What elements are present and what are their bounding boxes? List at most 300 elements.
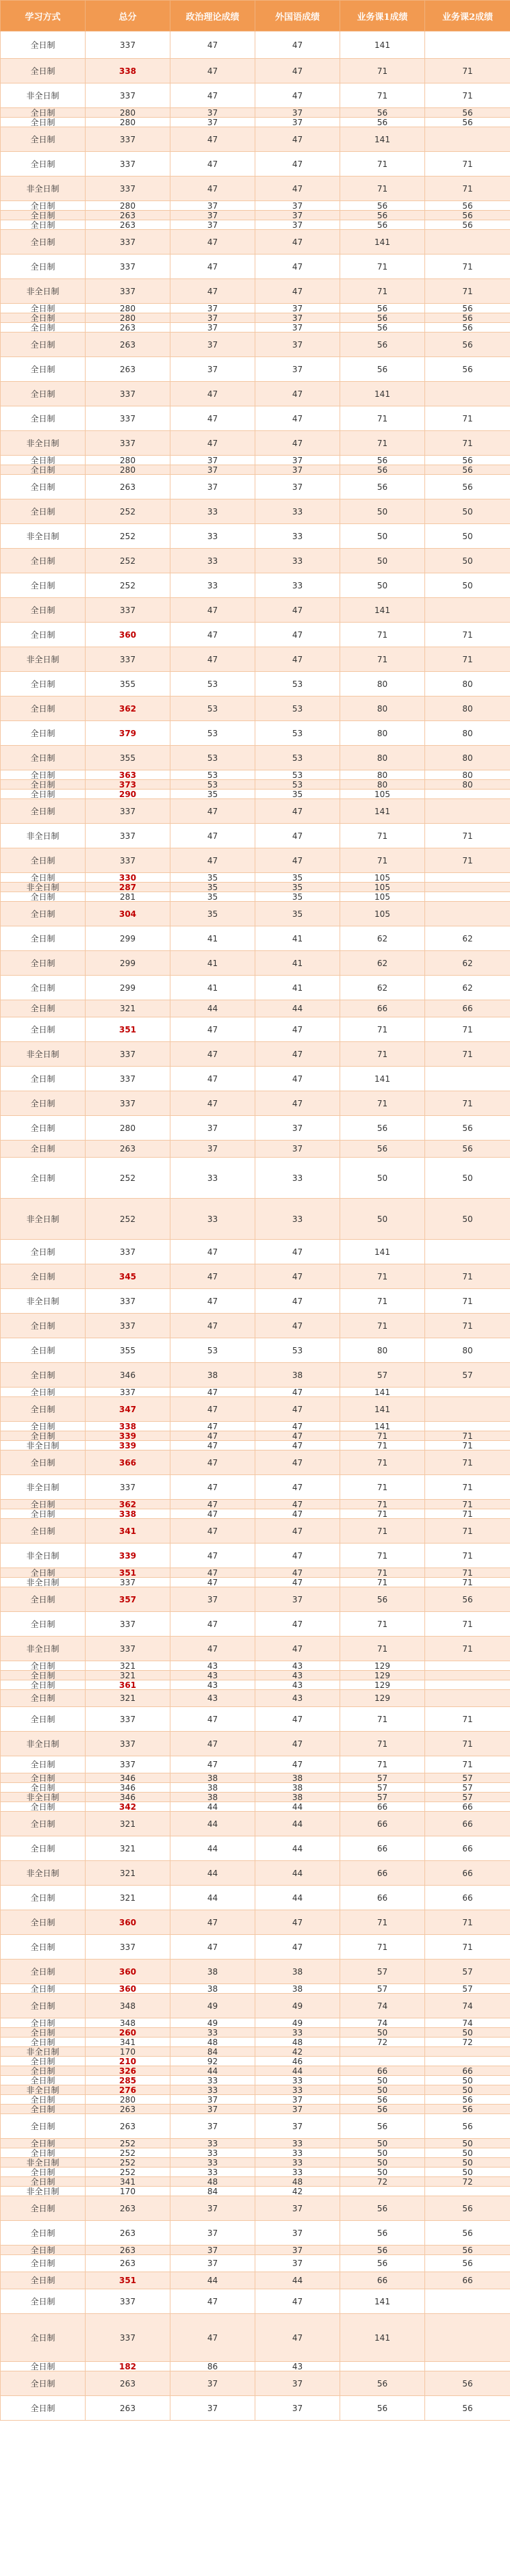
total-score-cell: 321 [86,1671,170,1680]
politics-score-cell: 53 [170,746,255,770]
table-row [1,1158,510,1199]
study-mode-cell: 非全日制 [1,2085,86,2095]
total-score-cell: 355 [86,672,170,697]
politics-score-cell: 37 [170,465,255,475]
subject1-score-cell [340,2187,425,2196]
subject2-score-cell [425,1661,510,1671]
subject1-score-cell: 74 [340,1994,425,2018]
subject1-score-cell: 105 [340,883,425,892]
subject2-score-cell: 56 [425,2105,510,2114]
politics-score-cell: 38 [170,1773,255,1783]
foreign-language-score-cell: 47 [255,1578,340,1587]
foreign-language-score-cell: 47 [255,83,340,108]
total-score-cell: 337 [86,1067,170,1091]
table-row [1,333,510,357]
foreign-language-score-cell: 47 [255,1441,340,1450]
study-mode-cell: 全日制 [1,255,86,279]
politics-score-cell: 35 [170,902,255,926]
foreign-language-score-cell: 47 [255,1388,340,1397]
table-row [1,465,510,475]
table-row [1,697,510,721]
subject1-score-cell: 66 [340,1802,425,1812]
politics-score-cell: 47 [170,1388,255,1397]
subject2-score-cell: 57 [425,1793,510,1802]
study-mode-cell: 全日制 [1,2076,86,2085]
foreign-language-score-cell: 47 [255,406,340,431]
politics-score-cell: 37 [170,2095,255,2105]
subject1-score-cell: 71 [340,1519,425,1544]
total-score-cell: 337 [86,1707,170,1732]
table-row [1,2396,510,2421]
total-score-cell: 321 [86,1690,170,1707]
politics-score-cell: 49 [170,1994,255,2018]
foreign-language-score-cell: 47 [255,1568,340,1578]
foreign-language-score-cell: 47 [255,1509,340,1519]
subject1-score-cell: 72 [340,2177,425,2187]
table-row [1,220,510,230]
table-row [1,118,510,127]
total-score-cell: 337 [86,1732,170,1756]
table-row [1,883,510,892]
table-row [1,1886,510,1910]
total-score-cell: 280 [86,2095,170,2105]
study-mode-cell: 全日制 [1,1158,86,1199]
table-row [1,549,510,573]
foreign-language-score-cell: 47 [255,598,340,623]
politics-score-cell: 37 [170,456,255,465]
foreign-language-score-cell: 33 [255,2168,340,2177]
subject2-score-cell: 66 [425,2066,510,2076]
subject2-score-cell: 66 [425,1836,510,1861]
study-mode-cell: 全日制 [1,2362,86,2371]
table-row [1,406,510,431]
foreign-language-score-cell: 53 [255,721,340,746]
subject2-score-cell: 66 [425,2272,510,2289]
study-mode-cell: 全日制 [1,1314,86,1338]
table-row [1,1773,510,1783]
subject1-score-cell: 141 [340,2289,425,2314]
header-foreign-language-score: 外国语成绩 [255,1,340,31]
total-score-cell: 281 [86,892,170,902]
subject1-score-cell: 56 [340,220,425,230]
subject1-score-cell: 71 [340,848,425,873]
subject1-score-cell: 56 [340,2221,425,2246]
foreign-language-score-cell: 47 [255,152,340,177]
subject2-score-cell: 57 [425,1773,510,1783]
politics-score-cell: 47 [170,127,255,152]
study-mode-cell: 非全日制 [1,431,86,456]
header-subject2-score: 业务课2成绩 [425,1,510,31]
table-row [1,2255,510,2272]
politics-score-cell: 47 [170,2289,255,2314]
study-mode-cell: 全日制 [1,2038,86,2047]
politics-score-cell: 38 [170,1363,255,1388]
subject2-score-cell [425,2057,510,2066]
foreign-language-score-cell: 47 [255,127,340,152]
study-mode-cell: 全日制 [1,951,86,976]
subject1-score-cell [340,2362,425,2371]
politics-score-cell: 47 [170,1422,255,1431]
total-score-cell: 337 [86,1289,170,1314]
subject2-score-cell: 71 [425,1756,510,1773]
subject1-score-cell: 71 [340,647,425,672]
subject1-score-cell: 50 [340,2148,425,2158]
table-row [1,499,510,524]
table-row [1,127,510,152]
foreign-language-score-cell: 43 [255,2362,340,2371]
foreign-language-score-cell: 47 [255,647,340,672]
total-score-cell: 337 [86,1091,170,1116]
table-row [1,2221,510,2246]
table-row [1,1935,510,1960]
total-score-cell: 337 [86,1314,170,1338]
total-score-cell: 182 [86,2362,170,2371]
total-score-cell: 252 [86,2139,170,2148]
foreign-language-score-cell: 37 [255,333,340,357]
total-score-cell: 263 [86,2246,170,2255]
subject2-score-cell: 56 [425,323,510,333]
politics-score-cell: 53 [170,672,255,697]
subject2-score-cell: 71 [425,1500,510,1509]
table-row [1,1116,510,1141]
total-score-cell: 348 [86,1994,170,2018]
subject2-score-cell: 50 [425,549,510,573]
subject1-score-cell: 72 [340,2038,425,2047]
politics-score-cell: 47 [170,431,255,456]
politics-score-cell: 37 [170,323,255,333]
subject2-score-cell: 72 [425,2038,510,2047]
subject2-score-cell: 56 [425,2396,510,2421]
politics-score-cell: 47 [170,1314,255,1338]
subject1-score-cell: 71 [340,1017,425,1042]
total-score-cell: 280 [86,456,170,465]
study-mode-cell: 全日制 [1,2177,86,2187]
total-score-cell: 339 [86,1441,170,1450]
subject1-score-cell: 50 [340,2139,425,2148]
politics-score-cell: 35 [170,892,255,902]
header-politics-score: 政治理论成绩 [170,1,255,31]
table-row [1,1450,510,1475]
subject1-score-cell: 66 [340,2066,425,2076]
subject2-score-cell: 50 [425,2028,510,2038]
politics-score-cell: 53 [170,721,255,746]
foreign-language-score-cell: 35 [255,883,340,892]
total-score-cell: 338 [86,59,170,83]
politics-score-cell: 37 [170,2255,255,2272]
total-score-cell: 321 [86,1000,170,1017]
foreign-language-score-cell: 47 [255,1732,340,1756]
subject2-score-cell: 71 [425,1568,510,1578]
table-row [1,2272,510,2289]
politics-score-cell: 35 [170,873,255,883]
table-row [1,2018,510,2028]
table-row [1,1994,510,2018]
foreign-language-score-cell: 38 [255,1793,340,1802]
foreign-language-score-cell: 47 [255,1935,340,1960]
total-score-cell: 337 [86,2314,170,2362]
total-score-cell: 341 [86,2038,170,2047]
politics-score-cell: 33 [170,1158,255,1199]
foreign-language-score-cell: 53 [255,770,340,780]
politics-score-cell: 47 [170,382,255,406]
subject1-score-cell: 141 [340,382,425,406]
foreign-language-score-cell: 48 [255,2038,340,2047]
study-mode-cell: 全日制 [1,2018,86,2028]
subject2-score-cell: 71 [425,1314,510,1338]
table-row [1,672,510,697]
study-mode-cell: 全日制 [1,672,86,697]
foreign-language-score-cell: 37 [255,211,340,220]
subject2-score-cell: 62 [425,926,510,951]
subject2-score-cell: 56 [425,201,510,211]
politics-score-cell: 37 [170,1587,255,1612]
subject2-score-cell: 56 [425,1116,510,1141]
subject2-score-cell: 71 [425,1450,510,1475]
study-mode-cell: 全日制 [1,746,86,770]
table-row [1,1388,510,1397]
subject1-score-cell: 56 [340,1116,425,1141]
subject1-score-cell: 56 [340,2095,425,2105]
subject1-score-cell: 66 [340,2272,425,2289]
foreign-language-score-cell: 47 [255,1707,340,1732]
table-row [1,1960,510,1984]
subject2-score-cell: 50 [425,2168,510,2177]
total-score-cell: 321 [86,1886,170,1910]
total-score-cell: 287 [86,883,170,892]
politics-score-cell: 47 [170,799,255,824]
table-row [1,59,510,83]
total-score-cell: 337 [86,1042,170,1067]
subject2-score-cell: 56 [425,2095,510,2105]
subject1-score-cell: 141 [340,1067,425,1091]
table-row [1,1568,510,1578]
foreign-language-score-cell: 35 [255,873,340,883]
subject2-score-cell: 71 [425,431,510,456]
politics-score-cell: 47 [170,177,255,201]
foreign-language-score-cell: 37 [255,313,340,323]
politics-score-cell: 47 [170,1910,255,1935]
foreign-language-score-cell: 33 [255,2028,340,2038]
foreign-language-score-cell: 38 [255,1783,340,1793]
total-score-cell: 363 [86,770,170,780]
subject1-score-cell: 50 [340,499,425,524]
politics-score-cell: 44 [170,2066,255,2076]
study-mode-cell: 全日制 [1,2057,86,2066]
total-score-cell: 290 [86,790,170,799]
study-mode-cell: 非全日制 [1,177,86,201]
politics-score-cell: 47 [170,1568,255,1578]
subject1-score-cell: 80 [340,697,425,721]
study-mode-cell: 非全日制 [1,1578,86,1587]
subject1-score-cell: 105 [340,790,425,799]
subject1-score-cell: 56 [340,201,425,211]
subject2-score-cell [425,902,510,926]
foreign-language-score-cell: 37 [255,108,340,118]
study-mode-cell: 全日制 [1,456,86,465]
total-score-cell: 252 [86,2158,170,2168]
total-score-cell: 263 [86,2196,170,2221]
subject1-score-cell: 141 [340,598,425,623]
subject2-score-cell [425,1422,510,1431]
subject1-score-cell: 71 [340,431,425,456]
foreign-language-score-cell: 47 [255,279,340,304]
foreign-language-score-cell: 44 [255,2272,340,2289]
total-score-cell: 337 [86,431,170,456]
subject1-score-cell: 57 [340,1363,425,1388]
foreign-language-score-cell: 43 [255,1671,340,1680]
subject1-score-cell: 74 [340,2018,425,2028]
subject2-score-cell: 71 [425,1289,510,1314]
study-mode-cell: 全日制 [1,1690,86,1707]
study-mode-cell: 全日制 [1,873,86,883]
politics-score-cell: 33 [170,524,255,549]
politics-score-cell: 37 [170,2371,255,2396]
foreign-language-score-cell: 47 [255,382,340,406]
foreign-language-score-cell: 47 [255,1450,340,1475]
table-row [1,304,510,313]
foreign-language-score-cell: 47 [255,1397,340,1422]
politics-score-cell: 47 [170,623,255,647]
subject1-score-cell: 71 [340,255,425,279]
total-score-cell: 252 [86,2148,170,2158]
header-row [1,1,510,31]
total-score-cell: 337 [86,382,170,406]
study-mode-cell: 非全日制 [1,1732,86,1756]
study-mode-cell: 全日制 [1,2396,86,2421]
study-mode-cell: 全日制 [1,2066,86,2076]
politics-score-cell: 33 [170,2139,255,2148]
total-score-cell: 361 [86,1680,170,1690]
table-row [1,323,510,333]
foreign-language-score-cell: 35 [255,892,340,902]
politics-score-cell: 53 [170,770,255,780]
table-row [1,799,510,824]
total-score-cell: 337 [86,1637,170,1661]
subject1-score-cell: 129 [340,1661,425,1671]
total-score-cell: 345 [86,1264,170,1289]
subject1-score-cell: 80 [340,770,425,780]
foreign-language-score-cell: 47 [255,1431,340,1441]
table-row [1,824,510,848]
study-mode-cell: 全日制 [1,549,86,573]
table-row [1,848,510,873]
foreign-language-score-cell: 38 [255,1363,340,1388]
study-mode-cell: 全日制 [1,799,86,824]
politics-score-cell: 47 [170,1240,255,1264]
total-score-cell: 337 [86,255,170,279]
politics-score-cell: 38 [170,1984,255,1994]
subject2-score-cell [425,31,510,59]
subject2-score-cell: 56 [425,220,510,230]
subject1-score-cell: 56 [340,304,425,313]
study-mode-cell: 全日制 [1,1240,86,1264]
total-score-cell: 263 [86,2255,170,2272]
politics-score-cell: 44 [170,1886,255,1910]
subject1-score-cell: 141 [340,1422,425,1431]
subject2-score-cell: 71 [425,1042,510,1067]
politics-score-cell: 37 [170,2246,255,2255]
study-mode-cell: 非全日制 [1,1637,86,1661]
table-row [1,313,510,323]
table-row [1,1441,510,1450]
foreign-language-score-cell: 47 [255,59,340,83]
subject2-score-cell: 80 [425,697,510,721]
politics-score-cell: 53 [170,780,255,790]
study-mode-cell: 全日制 [1,1141,86,1158]
study-mode-cell: 全日制 [1,333,86,357]
politics-score-cell: 47 [170,1450,255,1475]
politics-score-cell: 44 [170,1812,255,1836]
total-score-cell: 347 [86,1397,170,1422]
total-score-cell: 330 [86,873,170,883]
subject1-score-cell: 50 [340,1158,425,1199]
subject2-score-cell: 71 [425,279,510,304]
subject1-score-cell: 56 [340,1587,425,1612]
subject1-score-cell: 56 [340,456,425,465]
study-mode-cell: 全日制 [1,892,86,902]
politics-score-cell: 41 [170,951,255,976]
total-score-cell: 337 [86,1388,170,1397]
politics-score-cell: 47 [170,1475,255,1500]
subject1-score-cell: 71 [340,152,425,177]
total-score-cell: 252 [86,1158,170,1199]
politics-score-cell: 37 [170,201,255,211]
study-mode-cell: 非全日制 [1,1793,86,1802]
study-mode-cell: 非全日制 [1,1441,86,1450]
politics-score-cell: 37 [170,2396,255,2421]
foreign-language-score-cell: 53 [255,697,340,721]
subject1-score-cell: 141 [340,2314,425,2362]
table-row [1,2114,510,2139]
total-score-cell: 263 [86,2221,170,2246]
subject1-score-cell: 56 [340,1141,425,1158]
table-row [1,2246,510,2255]
subject1-score-cell: 66 [340,1000,425,1017]
subject1-score-cell: 141 [340,127,425,152]
table-row [1,255,510,279]
subject2-score-cell [425,873,510,883]
table-row [1,1836,510,1861]
subject1-score-cell: 71 [340,1500,425,1509]
study-mode-cell: 全日制 [1,902,86,926]
foreign-language-score-cell: 37 [255,2114,340,2139]
subject2-score-cell: 56 [425,2246,510,2255]
foreign-language-score-cell: 46 [255,2057,340,2066]
politics-score-cell: 47 [170,1264,255,1289]
subject2-score-cell [425,1680,510,1690]
table-row [1,1680,510,1690]
politics-score-cell: 37 [170,1116,255,1141]
study-mode-cell: 全日制 [1,1388,86,1397]
foreign-language-score-cell: 47 [255,2314,340,2362]
study-mode-cell: 全日制 [1,1886,86,1910]
politics-score-cell: 33 [170,2158,255,2168]
foreign-language-score-cell: 38 [255,1773,340,1783]
table-row [1,2289,510,2314]
study-mode-cell: 全日制 [1,211,86,220]
subject2-score-cell: 71 [425,1910,510,1935]
subject1-score-cell: 66 [340,1861,425,1886]
foreign-language-score-cell: 37 [255,357,340,382]
study-mode-cell: 全日制 [1,406,86,431]
table-row [1,1732,510,1756]
table-row [1,1067,510,1091]
foreign-language-score-cell: 42 [255,2187,340,2196]
study-mode-cell: 全日制 [1,1984,86,1994]
total-score-cell: 355 [86,1338,170,1363]
study-mode-cell: 全日制 [1,1587,86,1612]
subject2-score-cell: 72 [425,2177,510,2187]
